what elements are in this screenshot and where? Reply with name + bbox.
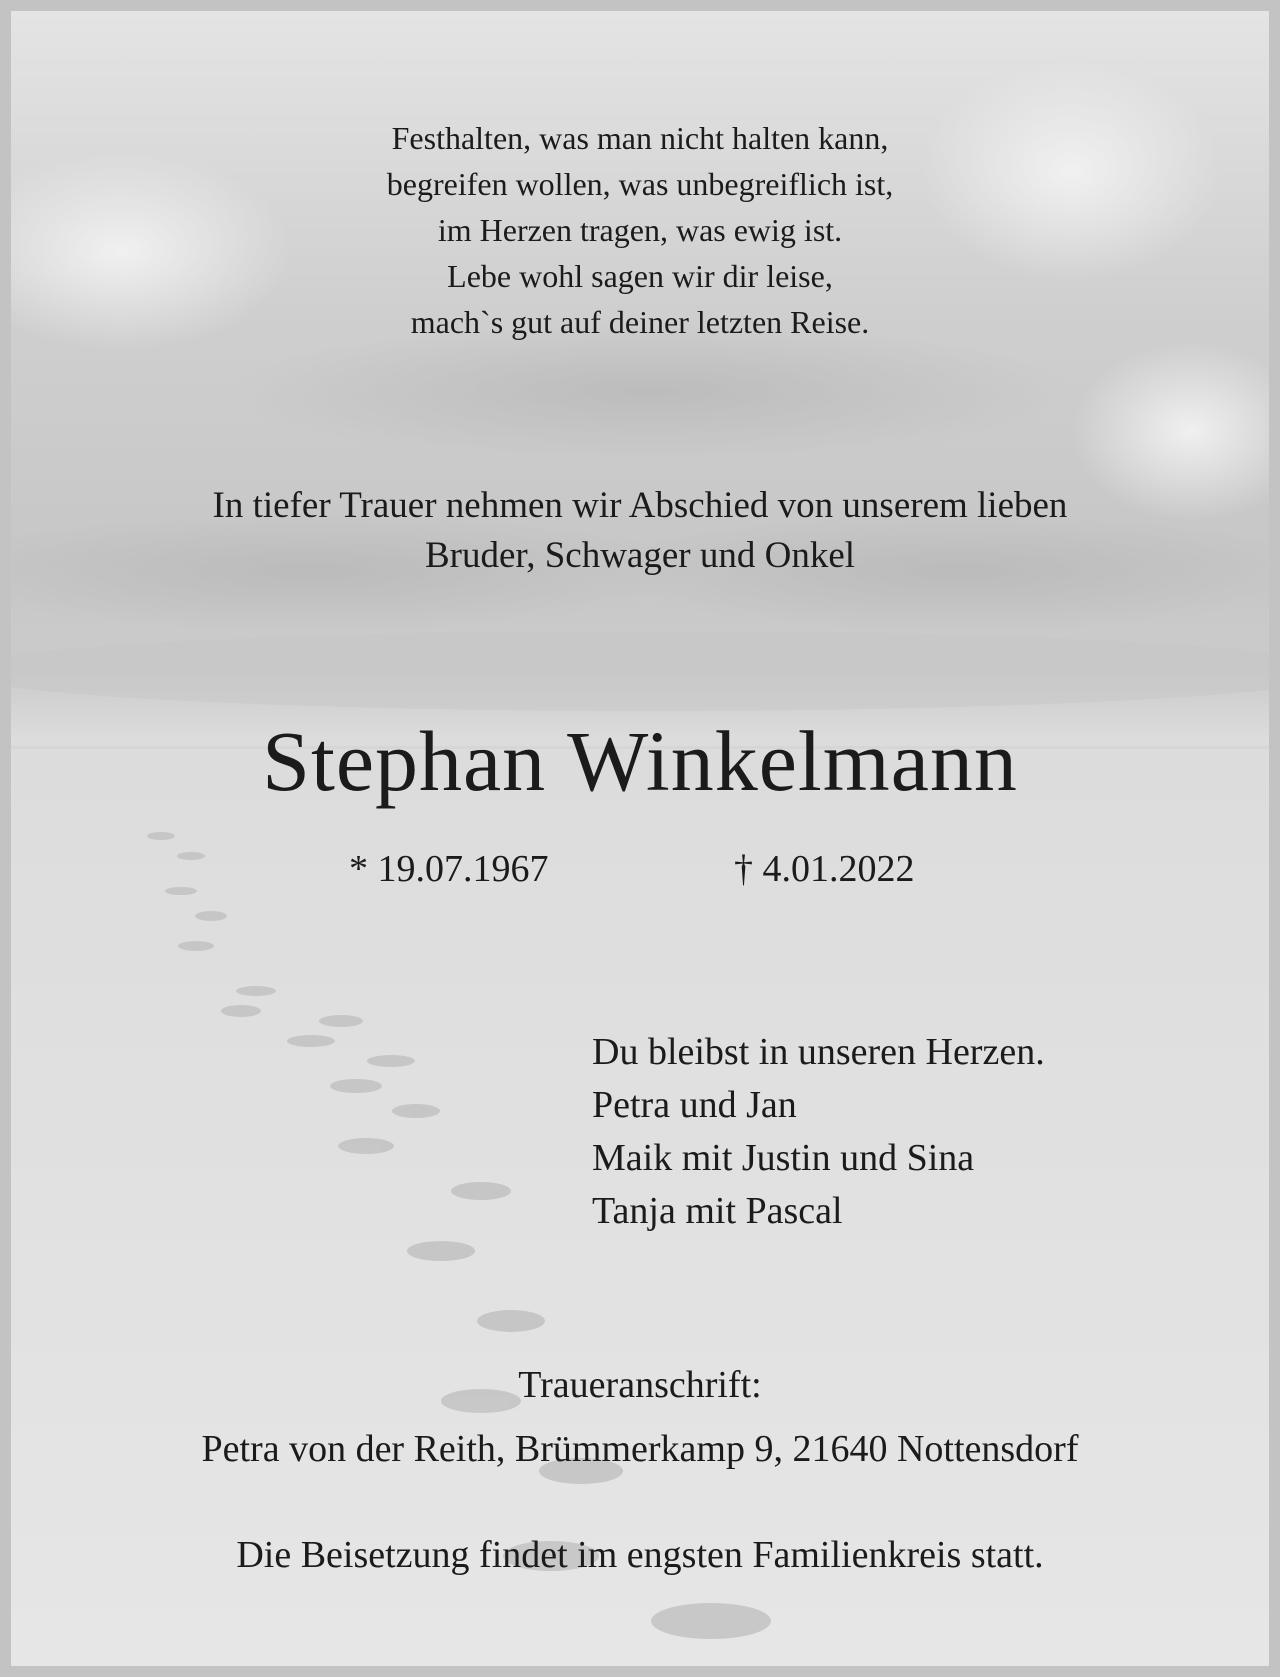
poem-line: mach`s gut auf deiner letzten Reise.: [410, 304, 870, 340]
death-date: † 4.01.2022: [734, 848, 915, 890]
poem-line: Lebe wohl sagen wir dir leise,: [447, 258, 833, 294]
poem-line: im Herzen tragen, was ewig ist.: [437, 212, 843, 248]
mourners-list: [592, 1026, 1045, 1238]
mourning-address-label: Traueranschrift:: [518, 1364, 762, 1406]
deceased-name: Stephan Winkelmann: [262, 713, 1018, 809]
memorial-poem: [11, 115, 1269, 345]
poem-line: Festhalten, was man nicht halten kann,: [391, 120, 889, 156]
mourning-announcement: [11, 481, 1269, 581]
mourners-line: Petra und Jan: [592, 1084, 797, 1126]
funeral-note: Die Beisetzung findet im engsten Familienkreis statt.: [236, 1534, 1044, 1576]
announcement-line: Bruder, Schwager und Onkel: [424, 535, 856, 576]
mourners-line: Maik mit Justin und Sina: [592, 1137, 975, 1179]
mourners-line: Tanja mit Pascal: [592, 1190, 843, 1232]
announcement-line: In tiefer Trauer nehmen wir Abschied von unserem lieben: [212, 485, 1068, 526]
poem-line: begreifen wollen, was unbegreiflich ist,: [386, 166, 894, 202]
birth-date: * 19.07.1967: [349, 848, 549, 890]
mourning-address: Petra von der Reith, Brümmerkamp 9, 21640 Nottensdorf: [201, 1428, 1079, 1470]
mourners-line: Du bleibst in unseren Herzen.: [592, 1031, 1045, 1073]
